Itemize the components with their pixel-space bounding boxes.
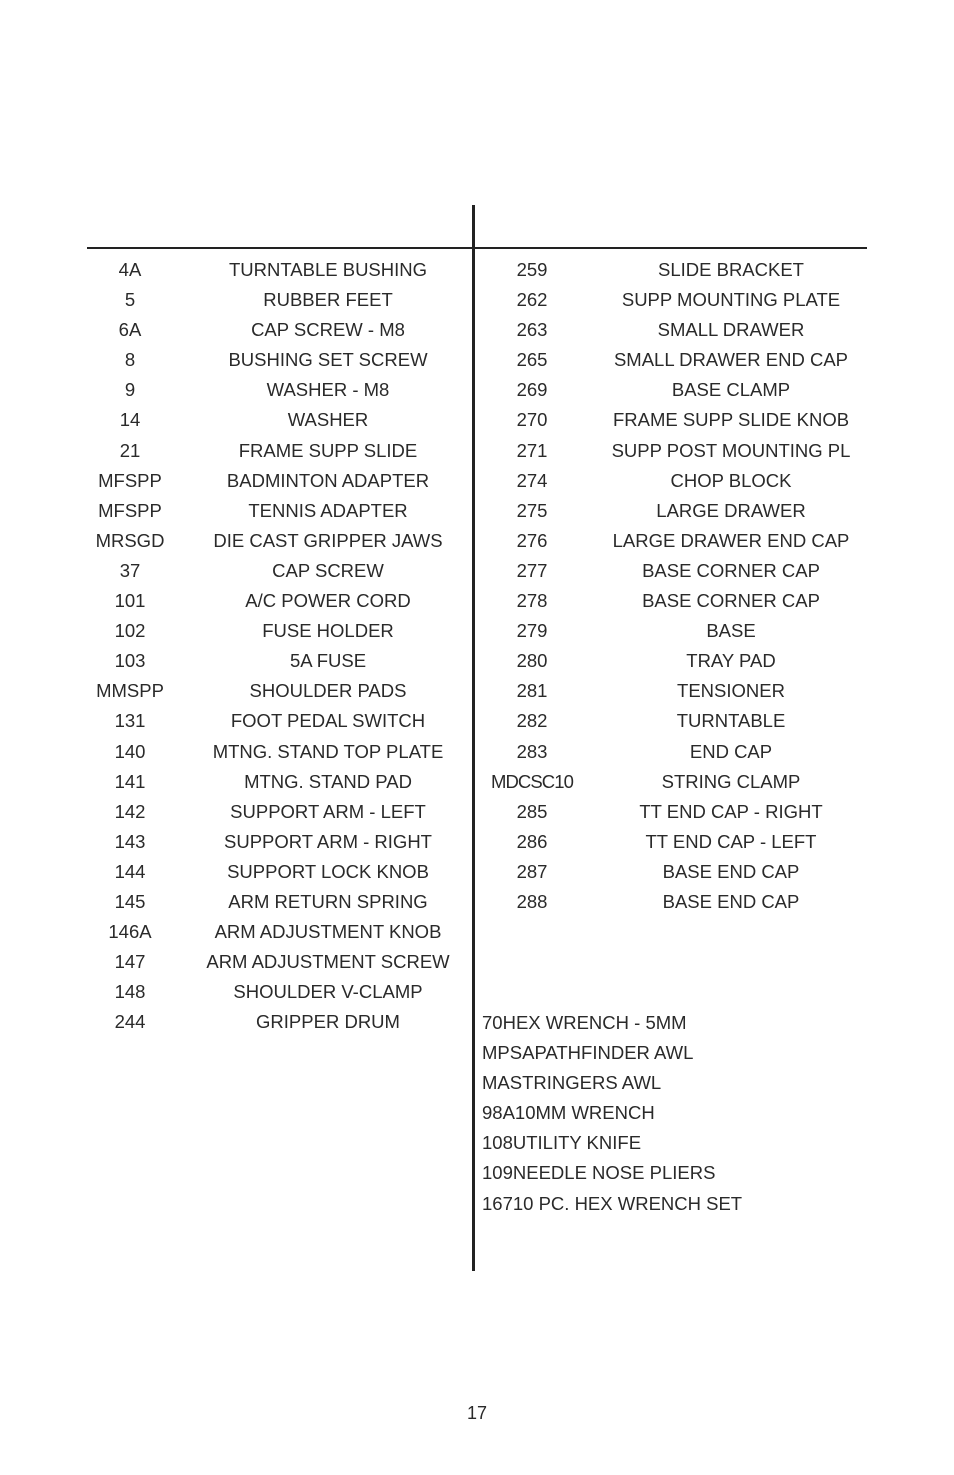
part-number: 147 [114,951,146,973]
part-description: CHOP BLOCK [670,469,792,491]
part-description: 5A FUSE [289,650,367,672]
part-number: 6A [118,319,142,341]
list-item [87,827,472,857]
part-description: BASE END CAP [662,890,800,912]
list-item [482,375,867,405]
part-description: SHOULDER V-CLAMP [233,981,423,1003]
list-item [482,1128,867,1158]
part-description: LARGE DRAWER [656,499,806,521]
part-number: 146A [108,921,152,943]
list-item [482,676,867,706]
part-number: 9 [124,379,136,401]
part-number: 143 [114,830,146,852]
list-item [482,466,867,496]
list-item [482,1038,867,1068]
part-number: MRSGD [95,529,165,551]
part-number: 265 [516,349,548,371]
list-item [87,917,472,947]
part-number: 279 [516,620,548,642]
part-description: STRINGERS AWL [509,1072,662,1094]
part-number: 280 [516,650,548,672]
list-item [87,646,472,676]
part-number: 14 [119,409,141,431]
part-description: MTNG. STAND PAD [244,770,412,792]
part-description: UTILITY KNIFE [512,1132,642,1154]
list-item [87,977,472,1007]
part-description: MTNG. STAND TOP PLATE [212,740,444,762]
part-number: 109 [482,1162,513,1184]
parts-list-right [482,255,867,917]
part-number: 103 [114,650,146,672]
list-item [482,556,867,586]
part-number: MMSPP [96,680,164,702]
list-item [482,405,867,435]
part-number: 145 [114,890,146,912]
part-number: 269 [516,379,548,401]
page-number: 17 [466,1403,488,1423]
part-number: MFSPP [98,469,162,491]
part-number: 144 [114,860,146,882]
part-number: 282 [516,710,548,732]
list-item [87,767,472,797]
list-item [482,1068,867,1098]
part-number: MDCSC10 [490,770,574,792]
part-number: 8 [124,349,136,371]
part-description: 10 PC. HEX WRENCH SET [512,1192,743,1214]
part-description: ARM ADJUSTMENT KNOB [214,921,442,943]
part-description: WASHER - M8 [266,379,390,401]
part-number: 37 [119,559,141,581]
part-number: 98A [482,1102,515,1124]
list-item [87,496,472,526]
part-number: 281 [516,680,548,702]
part-description: SUPPORT LOCK KNOB [227,860,429,882]
part-number: 277 [516,559,548,581]
tools-list [482,1008,867,1219]
list-item [482,285,867,315]
part-number: MA [482,1072,510,1094]
list-item [87,436,472,466]
list-item [87,556,472,586]
list-item [87,345,472,375]
list-item [482,827,867,857]
list-item [482,646,867,676]
list-item [87,255,472,285]
list-item [87,706,472,736]
part-number: 274 [516,469,548,491]
part-description: SUPPORT ARM - RIGHT [224,830,432,852]
list-item [482,616,867,646]
part-number: 275 [516,499,548,521]
list-item [87,315,472,345]
part-description: STRING CLAMP [661,770,801,792]
part-description: NEEDLE NOSE PLIERS [512,1162,716,1184]
list-item [87,676,472,706]
list-item [87,857,472,887]
part-number: 262 [516,289,548,311]
part-number: 270 [516,409,548,431]
list-item [482,526,867,556]
part-number: 286 [516,830,548,852]
list-item [482,1158,867,1188]
part-number: 283 [516,740,548,762]
part-description: BASE [706,620,756,642]
part-number: 131 [114,710,146,732]
part-number: 271 [516,439,548,461]
part-description: CAP SCREW [272,559,384,581]
part-number: 263 [516,319,548,341]
list-item [87,466,472,496]
list-item [87,947,472,977]
part-number: 276 [516,529,548,551]
part-description: BADMINTON ADAPTER [226,469,430,491]
part-description: FRAME SUPP SLIDE KNOB [612,409,850,431]
part-description: A/C POWER CORD [245,590,411,612]
part-description: SMALL DRAWER END CAP [613,349,849,371]
part-description: BASE CORNER CAP [642,590,820,612]
part-description: LARGE DRAWER END CAP [612,529,850,551]
part-description: ARM RETURN SPRING [228,890,428,912]
part-description: END CAP [689,740,773,762]
part-description: TURNTABLE BUSHING [228,259,428,280]
parts-list-left [87,255,472,1037]
list-item [87,797,472,827]
list-item [482,767,867,797]
part-number: MPSA [482,1042,535,1064]
list-item [482,586,867,616]
table-header-rule [87,247,867,249]
list-item [87,887,472,917]
part-description: SUPPORT ARM - LEFT [230,800,426,822]
part-number: 101 [114,590,146,612]
list-item [87,586,472,616]
list-item [482,315,867,345]
list-item [482,496,867,526]
part-description: HEX WRENCH - 5MM [502,1012,687,1033]
part-number: 102 [114,620,146,642]
part-description: BASE END CAP [662,860,800,882]
part-description: TENNIS ADAPTER [248,499,408,521]
list-item [482,345,867,375]
part-description: SMALL DRAWER [657,319,805,341]
list-item [87,285,472,315]
list-item [482,887,867,917]
part-number: 21 [119,439,141,461]
part-number: 141 [114,770,146,792]
list-item [482,436,867,466]
list-item [482,255,867,285]
part-description: TURNTABLE [676,710,786,732]
part-number: 140 [114,740,146,762]
part-description: FOOT PEDAL SWITCH [230,710,426,732]
part-number: 5 [124,289,136,311]
list-item [482,857,867,887]
part-description: RUBBER FEET [263,289,393,311]
part-number: 142 [114,800,146,822]
part-description: SHOULDER PADS [249,680,407,702]
part-number: 70 [482,1012,503,1033]
part-description: TT END CAP - LEFT [645,830,817,852]
part-number: 278 [516,590,548,612]
list-item [87,375,472,405]
part-number: MFSPP [98,499,162,521]
part-number: 288 [516,890,548,912]
part-description: BASE CORNER CAP [642,559,820,581]
part-description: ARM ADJUSTMENT SCREW [206,951,450,973]
list-item [482,797,867,827]
part-description: SUPP POST MOUNTING PL [611,439,851,461]
part-number: 259 [516,259,548,280]
list-item [87,526,472,556]
part-description: SLIDE BRACKET [658,259,804,280]
part-description: 10MM WRENCH [514,1102,655,1124]
list-item [87,1007,472,1037]
part-description: WASHER [287,409,369,431]
part-description: DIE CAST GRIPPER JAWS [213,529,443,551]
list-item [482,1189,867,1219]
part-number: 108 [482,1132,513,1154]
list-item [482,1098,867,1128]
part-description: FUSE HOLDER [262,620,394,642]
list-item [87,737,472,767]
part-number: 285 [516,800,548,822]
part-description: PATHFINDER AWL [534,1042,694,1064]
list-item [482,737,867,767]
list-item [87,616,472,646]
part-number: 244 [114,1011,146,1033]
part-description: TT END CAP - RIGHT [639,800,823,822]
part-description: GRIPPER DRUM [256,1011,400,1033]
part-number: 167 [482,1192,513,1214]
part-number: 4A [118,259,142,280]
part-description: BUSHING SET SCREW [228,349,428,371]
part-number: 148 [114,981,146,1003]
list-item [482,1008,867,1038]
list-item [482,706,867,736]
list-item [87,405,472,435]
part-description: TRAY PAD [686,650,776,672]
part-number: 287 [516,860,548,882]
part-description: CAP SCREW - M8 [251,319,405,341]
part-description: SUPP MOUNTING PLATE [621,289,841,311]
part-description: BASE CLAMP [671,379,791,401]
part-description: FRAME SUPP SLIDE [238,439,418,461]
part-description: TENSIONER [677,680,785,702]
